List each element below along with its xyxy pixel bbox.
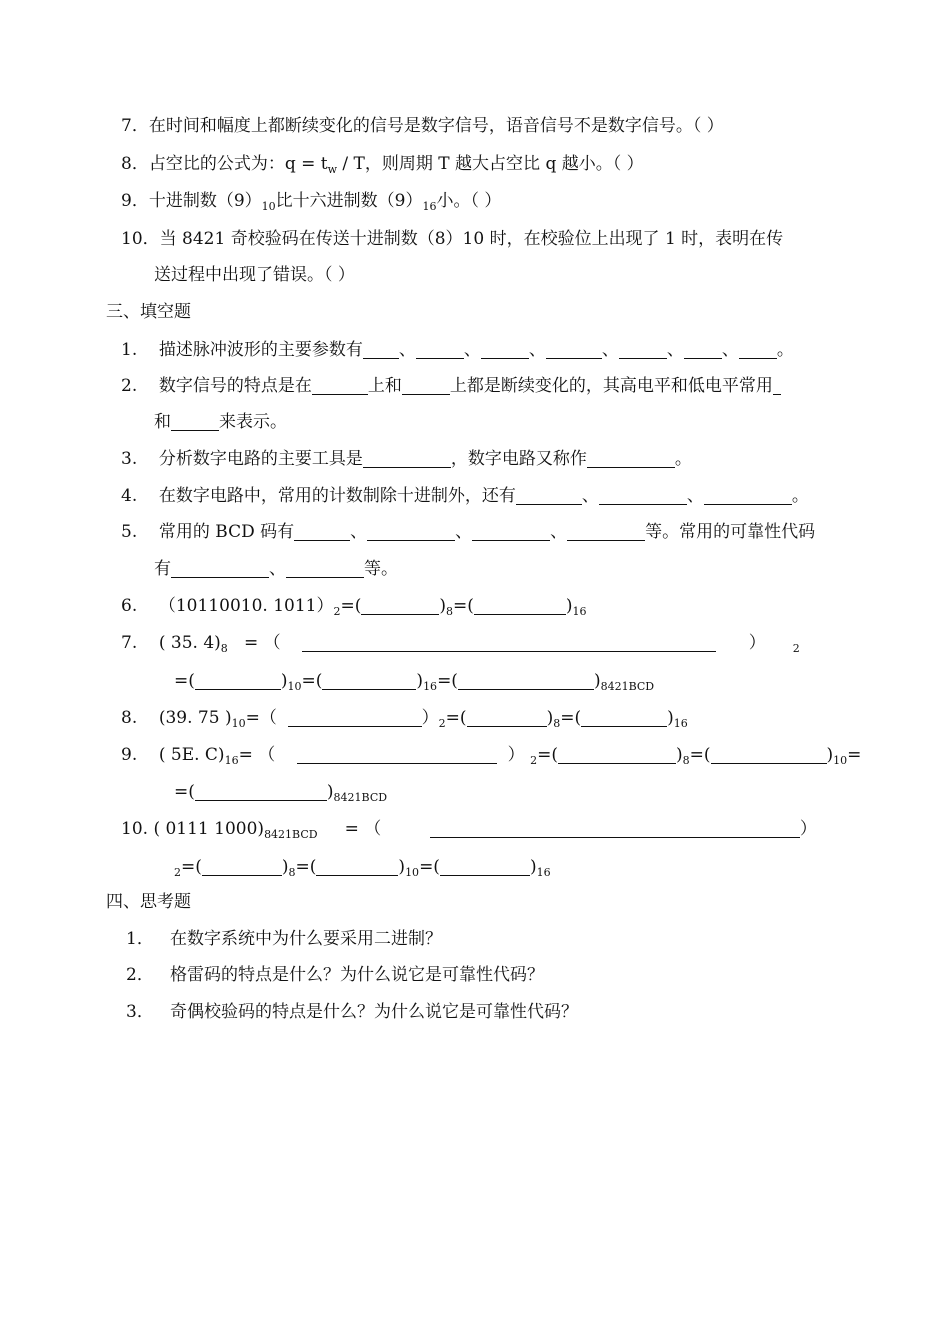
answer-blank[interactable] [316,857,398,876]
item-text: 当 8421 奇校验码在传送十进制数（8）10 时，在校验位上出现了 1 时，表明在传 [159,229,784,249]
answer-blank[interactable] [322,671,416,690]
item-number: 10. [121,819,149,839]
judge-item-8 [121,152,644,176]
subscript: 10 [261,200,276,213]
answer-blank[interactable] [581,708,667,727]
item-text: 在时间和幅度上都断续变化的信号是数字信号，语音信号不是数字信号。（ ） [148,116,724,136]
answer-blank[interactable] [481,340,529,359]
item-text: 送过程中出现了错误。（ ） [154,265,355,285]
fill-item-8: 8. (39. 75 )$_{10}=$（ ）$_2=$( )$_8=$( )$_{16}$ [121,708,688,730]
answer-blank[interactable] [171,559,269,578]
judge-item-7 [121,114,724,138]
fill-item-2: 2. 数字信号的特点是在 上和 上都是断续变化的，其高电平和低电平常用 [121,374,781,398]
judge-item-10 [121,227,783,251]
item-text: 格雷码的特点是什么？为什么说它是可靠性代码？ [170,965,545,985]
think-item-2 [126,963,544,987]
answer-blank[interactable] [195,782,327,801]
fill-item-9: 9. ( 5E. $C)_{16}=$ （ ） $_2$=( )$_8=$( )$_{10}=$ [121,745,862,767]
item-number: 9. [121,745,138,765]
answer-blank[interactable] [288,708,422,727]
answer-blank[interactable] [312,376,368,395]
fill-item-5: 5. 常用的 BCD 码有 、 、 、 等。常用的可靠性代码 [121,522,816,542]
item-text: / T，则周期 T 越大占空比 q 越小。（ ） [337,154,644,174]
answer-blank[interactable] [297,745,497,764]
answer-blank[interactable] [773,376,781,395]
item-number: 4. [121,486,138,506]
section-title-fill: 三、填空题 [106,302,191,322]
fill-item-7-cont: =( )$_{10}=$( )$_{16}=$( )$_{8421BCD}$ [174,671,655,693]
item-text: 十进制数（9） [148,191,262,211]
answer-blank[interactable] [711,745,827,764]
answer-blank[interactable] [202,857,282,876]
answer-blank[interactable] [558,745,676,764]
item-number: 8． [121,154,149,174]
answer-blank[interactable] [286,559,364,578]
answer-blank[interactable] [363,340,399,359]
answer-blank[interactable] [367,522,455,541]
answer-blank[interactable] [363,449,451,468]
item-number: 8. [121,708,138,728]
answer-blank[interactable] [472,522,550,541]
item-text: 比十六进制数（9） [275,191,423,211]
answer-blank[interactable] [402,376,450,395]
fill-item-5-cont: 有 、 等。 [154,559,398,579]
answer-blank[interactable] [458,671,594,690]
answer-blank[interactable] [430,819,800,838]
fill-item-2-cont: 和 来表示。 [154,412,287,432]
subscript: w [327,163,338,176]
answer-blank[interactable] [619,340,667,359]
item-number: 7. [121,633,138,653]
answer-blank[interactable] [195,671,281,690]
fill-item-10: 10. ( 0111 $1000)_{8421BCD}$ = （ ） [121,819,817,841]
answer-blank[interactable] [739,340,777,359]
answer-blank[interactable] [361,596,439,615]
fill-item-4: 4. 在数字电路中，常用的计数制除十进制外，还有 、 、 。 [121,486,809,506]
answer-blank[interactable] [516,486,582,505]
item-number: 3． [126,1002,154,1022]
answer-blank[interactable] [684,340,722,359]
fill-item-10-cont: $_2$=( )$_8=$( )$_{10}=$( )$_{16}$ [174,857,551,879]
item-number: 2. [121,376,138,396]
item-text: 描述脉冲波形的主要参数有 [158,340,363,360]
item-number: 1． [126,929,154,949]
fill-item-6: 6. （10110010. $1011)_2=$( )$_8=$( )$_{16}$ [121,596,587,618]
item-number: 7． [121,116,149,136]
judge-item-10-cont [154,263,355,287]
item-text: 在数字系统中为什么要采用二进制？ [170,929,443,949]
answer-blank[interactable] [474,596,566,615]
answer-blank[interactable] [546,340,602,359]
answer-blank[interactable] [416,340,464,359]
answer-blank[interactable] [294,522,350,541]
answer-blank[interactable] [599,486,687,505]
think-item-1 [126,927,442,951]
think-item-3 [126,1000,578,1024]
item-number: 9． [121,191,149,211]
answer-blank[interactable] [567,522,645,541]
judge-item-9 [121,189,501,213]
item-number: 2． [126,965,154,985]
subscript: 16 [422,200,437,213]
answer-blank[interactable] [467,708,547,727]
item-text: 奇偶校验码的特点是什么？为什么说它是可靠性代码？ [170,1002,579,1022]
item-number: 1. [121,340,138,360]
answer-blank[interactable] [440,857,530,876]
answer-blank[interactable] [587,449,675,468]
answer-blank[interactable] [704,486,792,505]
answer-blank[interactable] [302,633,716,652]
item-number: 3. [121,449,138,469]
item-text: 小。（ ） [436,191,502,211]
section-title-think: 四、思考题 [106,892,191,912]
item-number: 5. [121,522,138,542]
fill-item-9-cont: =( )$_{8421BCD}$ [174,782,388,804]
answer-blank[interactable] [171,412,219,431]
fill-item-7: 7. ( 35. $4)_8$ = （ ） $_2$ [121,633,800,655]
item-number: 10． [121,229,160,249]
fill-item-3: 3. 分析数字电路的主要工具是 ，数字电路又称作 。 [121,449,692,469]
item-number: 6. [121,596,138,616]
item-text: 占空比的公式为：q = t [148,154,328,174]
fill-item-1: 1. 描述脉冲波形的主要参数有 、 、 、 、 、 、 。 [121,340,794,360]
